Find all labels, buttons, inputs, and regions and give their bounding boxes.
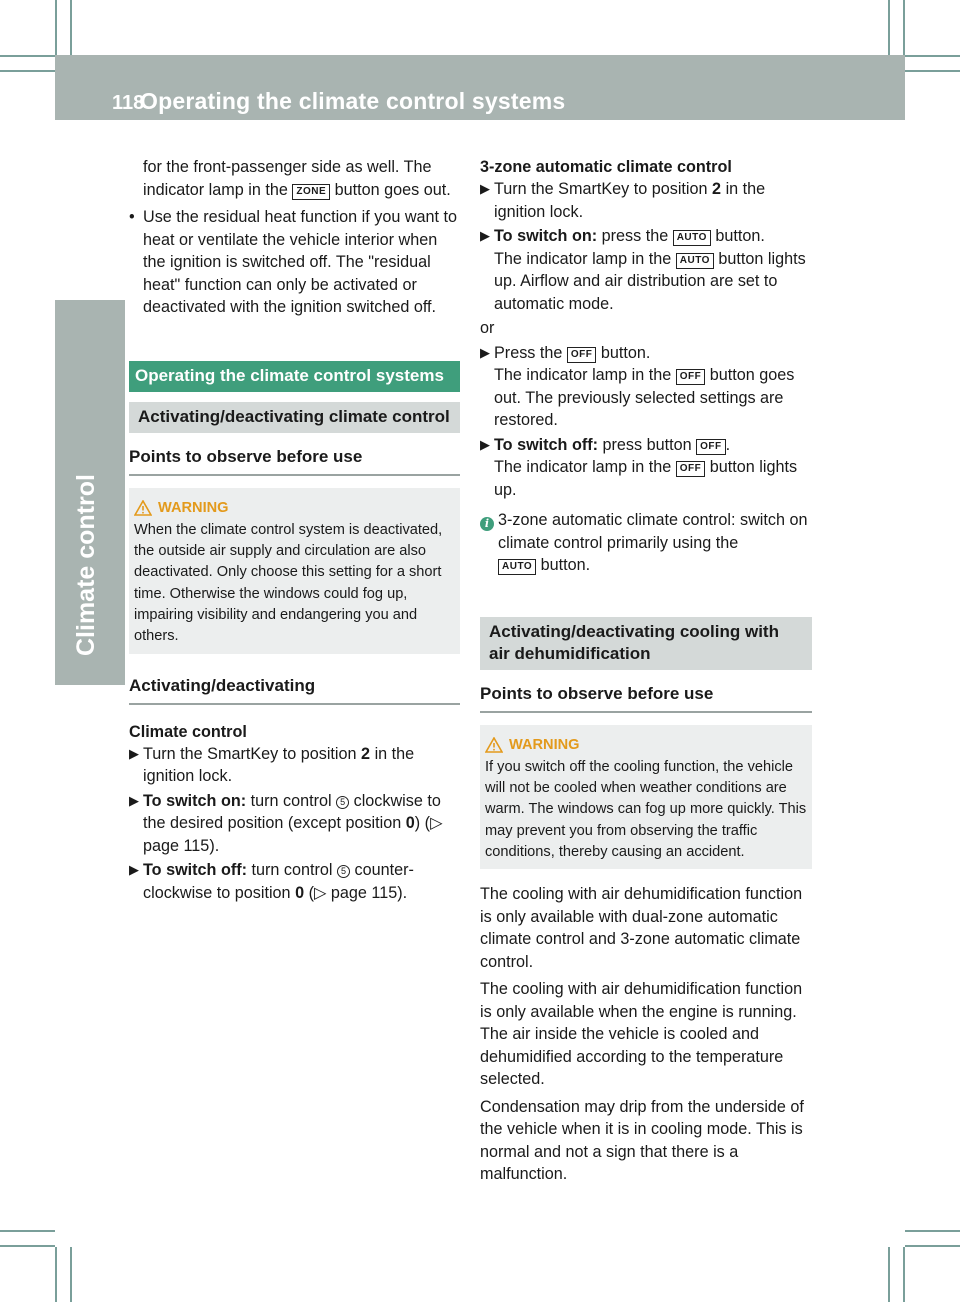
step-text: ( xyxy=(308,883,314,902)
info-text: 3-zone automatic climate control: switch on climate control primarily using the xyxy=(498,511,808,552)
warning-title xyxy=(134,498,455,519)
step-item xyxy=(129,859,460,904)
crop-mark xyxy=(0,55,55,57)
crop-mark xyxy=(903,1247,905,1302)
step-arrow-icon: ▶ xyxy=(480,181,490,196)
step-item xyxy=(480,342,812,432)
auto-key-icon: AUTO xyxy=(498,559,536,575)
step-arrow-icon: ▶ xyxy=(129,862,139,878)
step-text: clockwise to the desired position (except position xyxy=(143,791,441,833)
control-5-icon: 5 xyxy=(337,865,350,878)
auto-key-icon: AUTO xyxy=(676,253,714,269)
warning-box xyxy=(129,488,460,654)
step-text: 0 xyxy=(295,883,305,902)
crop-mark xyxy=(0,70,55,72)
or-text: or xyxy=(480,319,495,337)
off-key-icon: OFF xyxy=(676,369,706,385)
points-heading: Points to observe before use xyxy=(480,682,812,713)
warning-box xyxy=(480,725,812,870)
step-text: Turn the SmartKey to position xyxy=(143,744,357,763)
crop-mark xyxy=(888,0,890,55)
step-text: turn control xyxy=(251,861,333,880)
crop-mark xyxy=(0,1230,55,1232)
step-text: 0 xyxy=(405,814,415,833)
step-text: button goes out. The previously selected settings are restored. xyxy=(494,366,795,429)
section-heading: Operating the climate control systems xyxy=(129,361,460,392)
step-text: Turn the SmartKey to position xyxy=(494,180,708,198)
cooling-section-heading: Activating/deactivating cooling with air dehumidification xyxy=(480,617,812,670)
crop-mark xyxy=(55,1247,57,1302)
step-text: counter-clockwise to position xyxy=(143,861,414,902)
step-arrow-icon: ▶ xyxy=(129,745,139,761)
right-column xyxy=(480,156,812,1191)
side-tab-label: Climate control xyxy=(72,474,100,656)
activating-heading: Activating/deactivating xyxy=(129,674,460,705)
info-note xyxy=(480,509,812,577)
info-icon-wrap xyxy=(480,512,494,535)
zone-key-icon: ZONE xyxy=(292,184,330,200)
step-text: button. xyxy=(600,343,651,362)
step-text: The indicator lamp in the xyxy=(494,366,672,384)
intro-text: button goes out. xyxy=(334,180,451,199)
step-text: The indicator lamp in the xyxy=(494,249,672,268)
crop-mark xyxy=(70,0,72,55)
warning-text: When the climate control system is deactivated, the outside air supply and circulation are also deactivated. Only choose this setting for a short time. Otherwise the windows could fog up, impairing visibility and endangering you and others. xyxy=(134,521,443,645)
step-arrow-icon: ▶ xyxy=(129,792,139,808)
step-label: To switch on: xyxy=(143,791,247,810)
crop-mark xyxy=(888,1247,890,1302)
left-column xyxy=(129,156,460,906)
points-heading: Points to observe before use xyxy=(129,445,460,476)
page-reference: ▷ page 115). xyxy=(143,814,443,855)
step-text: in the ignition lock. xyxy=(143,744,415,786)
step-arrow-icon: ▶ xyxy=(480,436,490,452)
control-5-icon: 5 xyxy=(336,796,349,809)
step-item xyxy=(480,434,812,502)
body-paragraph: Condensation may drip from the underside of the vehicle when it is in cooling mode. This is normal and not a sign that there is a malfunction. xyxy=(480,1097,804,1184)
auto-key-icon: AUTO xyxy=(673,230,711,246)
step-item xyxy=(480,225,812,315)
body-paragraph: The cooling with air dehumidification function is only available with dual-zone automatic climate control and 3-zone automatic climate control. xyxy=(480,885,803,971)
step-item xyxy=(480,178,812,223)
warning-title-text: WARNING xyxy=(509,736,580,753)
step-text: button lights up. xyxy=(494,458,798,499)
step-text: press the xyxy=(601,227,669,245)
climate-control-heading: Climate control xyxy=(129,722,247,741)
zone3-heading: 3-zone automatic climate control xyxy=(480,158,732,176)
crop-mark xyxy=(55,0,57,55)
crop-mark xyxy=(0,1245,55,1247)
page-reference: ▷ page 115). xyxy=(313,883,408,902)
info-text: button. xyxy=(540,556,591,574)
step-text: 2 xyxy=(361,744,371,763)
step-arrow-icon: ▶ xyxy=(480,344,490,360)
step-text: button. xyxy=(715,227,765,245)
step-text: button lights up. Airflow and air distribution are set to automatic mode. xyxy=(494,249,806,313)
step-text: turn control xyxy=(250,791,332,810)
off-key-icon: OFF xyxy=(567,347,597,363)
step-item xyxy=(129,790,460,858)
warning-title xyxy=(485,735,807,756)
step-text: The indicator lamp in the xyxy=(494,458,672,476)
warning-text: If you switch off the cooling function, the vehicle will not be cooled when weather conditions are warm. The windows can fog up more quickly. This may prevent you from observing the traffic conditions, thereby causing an accident. xyxy=(485,758,807,860)
crop-mark xyxy=(905,70,960,72)
warning-triangle-icon xyxy=(485,737,503,753)
sub-section-heading: Activating/deactivating climate control xyxy=(129,402,460,433)
step-text: ) ( xyxy=(414,814,431,833)
intro-text: for the front-passenger side as well. The xyxy=(143,158,432,176)
step-text: press button xyxy=(602,435,692,454)
page-title: Operating the climate control systems xyxy=(140,88,566,114)
step-text: . xyxy=(725,435,731,454)
step-text: in the ignition lock. xyxy=(494,180,766,221)
warning-title-text: WARNING xyxy=(158,499,229,516)
step-arrow-icon: ▶ xyxy=(480,228,490,243)
crop-mark xyxy=(70,1247,72,1302)
intro-text: indicator lamp in the xyxy=(143,180,288,199)
residual-heat-bullet xyxy=(129,206,460,319)
step-item xyxy=(129,743,460,788)
bullet-text: Use the residual heat function if you want to heat or ventilate the vehicle interior when the ignition is switched off. The "residual heat" function can only be activated or deactivated with the ignition switched off. xyxy=(143,208,458,316)
step-text: 2 xyxy=(712,180,722,198)
step-label: To switch off: xyxy=(143,861,248,880)
page-number: 118 xyxy=(112,92,145,114)
step-label: To switch on: xyxy=(494,227,598,245)
warning-triangle-icon xyxy=(134,500,152,516)
crop-mark xyxy=(905,1230,960,1232)
info-icon: i xyxy=(480,517,494,531)
off-key-icon: OFF xyxy=(676,461,706,477)
step-label: To switch off: xyxy=(494,435,599,454)
bullet-icon: • xyxy=(129,208,135,226)
body-paragraph: The cooling with air dehumidification function is only available when the engine is running. The air inside the vehicle is cooled and dehumidified according to the temperature selected. xyxy=(480,980,803,1089)
crop-mark xyxy=(905,55,960,57)
crop-mark xyxy=(903,0,905,55)
crop-mark xyxy=(905,1245,960,1247)
intro-paragraph xyxy=(129,156,460,201)
off-key-icon: OFF xyxy=(696,439,726,455)
step-text: Press the xyxy=(494,343,563,362)
